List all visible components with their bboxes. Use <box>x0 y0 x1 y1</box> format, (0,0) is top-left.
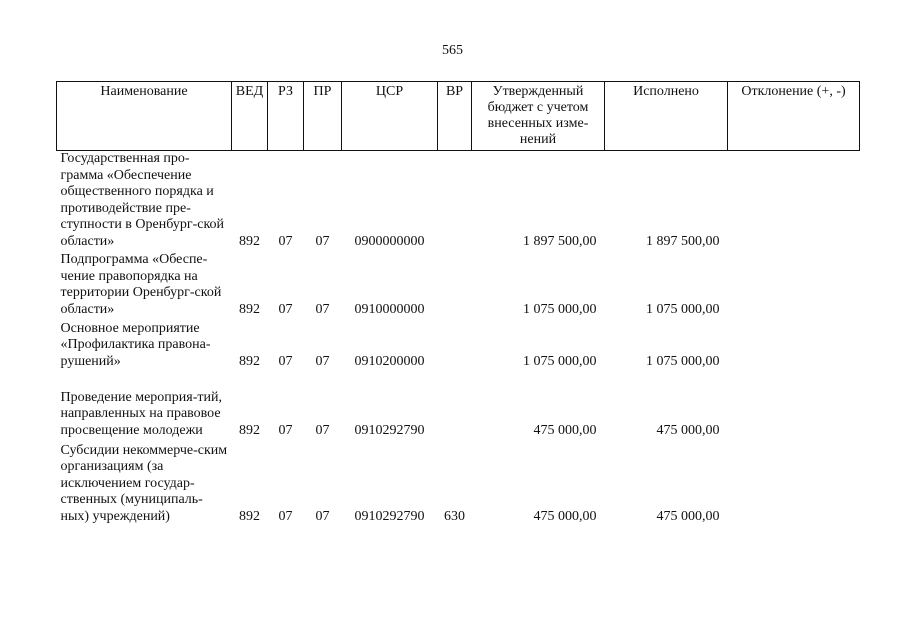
row-ved: 892 <box>239 233 260 249</box>
table-row <box>57 318 860 370</box>
row-csr: 0910200000 <box>354 353 425 369</box>
row-rz: 07 <box>278 233 293 249</box>
row-vr <box>438 151 472 251</box>
row-csr: 0900000000 <box>354 233 425 249</box>
row-pr: 07 <box>315 301 330 317</box>
header-ved: ВЕД <box>232 82 268 151</box>
row-approved: 1 897 500,00 <box>523 233 597 249</box>
row-executed: 1 075 000,00 <box>646 353 720 369</box>
header-name: Наименование <box>57 82 232 151</box>
row-deviation <box>728 370 860 439</box>
row-vr <box>438 318 472 370</box>
row-executed: 1 897 500,00 <box>646 233 720 249</box>
row-csr: 0910000000 <box>354 301 425 317</box>
row-rz: 07 <box>278 422 293 438</box>
header-vr: ВР <box>438 82 472 151</box>
row-rz: 07 <box>278 301 293 317</box>
row-vr: 630 <box>444 508 465 524</box>
header-executed: Исполнено <box>605 82 728 151</box>
row-ved: 892 <box>239 353 260 369</box>
row-name: Основное мероприятие «Профилактика правона-рушений» <box>60 320 211 369</box>
row-approved: 475 000,00 <box>533 422 597 438</box>
row-executed: 475 000,00 <box>656 508 720 524</box>
row-deviation <box>728 318 860 370</box>
table-row <box>57 370 860 439</box>
row-ved: 892 <box>239 508 260 524</box>
page-number: 565 <box>442 43 463 58</box>
row-pr: 07 <box>315 422 330 438</box>
header-rz: РЗ <box>268 82 304 151</box>
row-approved: 1 075 000,00 <box>523 301 597 317</box>
row-csr: 0910292790 <box>354 508 425 524</box>
table-row <box>57 151 860 251</box>
row-approved: 1 075 000,00 <box>523 353 597 369</box>
header-approved-budget: Утвержденный бюджет с учетом внесенных изме-нений <box>472 82 605 151</box>
row-pr: 07 <box>315 353 330 369</box>
table-header-row <box>57 82 860 151</box>
row-ved: 892 <box>239 422 260 438</box>
row-rz: 07 <box>278 353 293 369</box>
row-deviation <box>728 151 860 251</box>
row-vr <box>438 370 472 439</box>
row-deviation <box>728 439 860 525</box>
row-pr: 07 <box>315 508 330 524</box>
row-rz: 07 <box>278 508 293 524</box>
row-pr: 07 <box>315 233 330 249</box>
table-row <box>57 250 860 318</box>
row-csr: 0910292790 <box>354 422 425 438</box>
row-name: Проведение мероприя-тий, направленных на правовое просвещение молодежи <box>60 389 222 438</box>
budget-table <box>56 81 860 525</box>
row-name: Подпрограмма «Обеспе-чение правопорядка на территории Оренбург-ской области» <box>60 252 222 317</box>
table-row <box>57 439 860 525</box>
row-executed: 475 000,00 <box>656 422 720 438</box>
header-pr: ПР <box>304 82 342 151</box>
row-name: Субсидии некоммерче-ским организациям (за исключением государ-ственных (муниципаль-ных) учреждений) <box>60 442 228 524</box>
header-csr: ЦСР <box>342 82 438 151</box>
row-vr <box>438 250 472 318</box>
row-executed: 1 075 000,00 <box>646 301 720 317</box>
header-deviation: Отклонение (+, -) <box>728 82 860 151</box>
row-name: Государственная про-грамма «Обеспечение общественного порядка и противодействие пре-ступности в Оренбург-ской области» <box>60 151 225 249</box>
row-ved: 892 <box>239 301 260 317</box>
row-deviation <box>728 250 860 318</box>
row-approved: 475 000,00 <box>533 508 597 524</box>
